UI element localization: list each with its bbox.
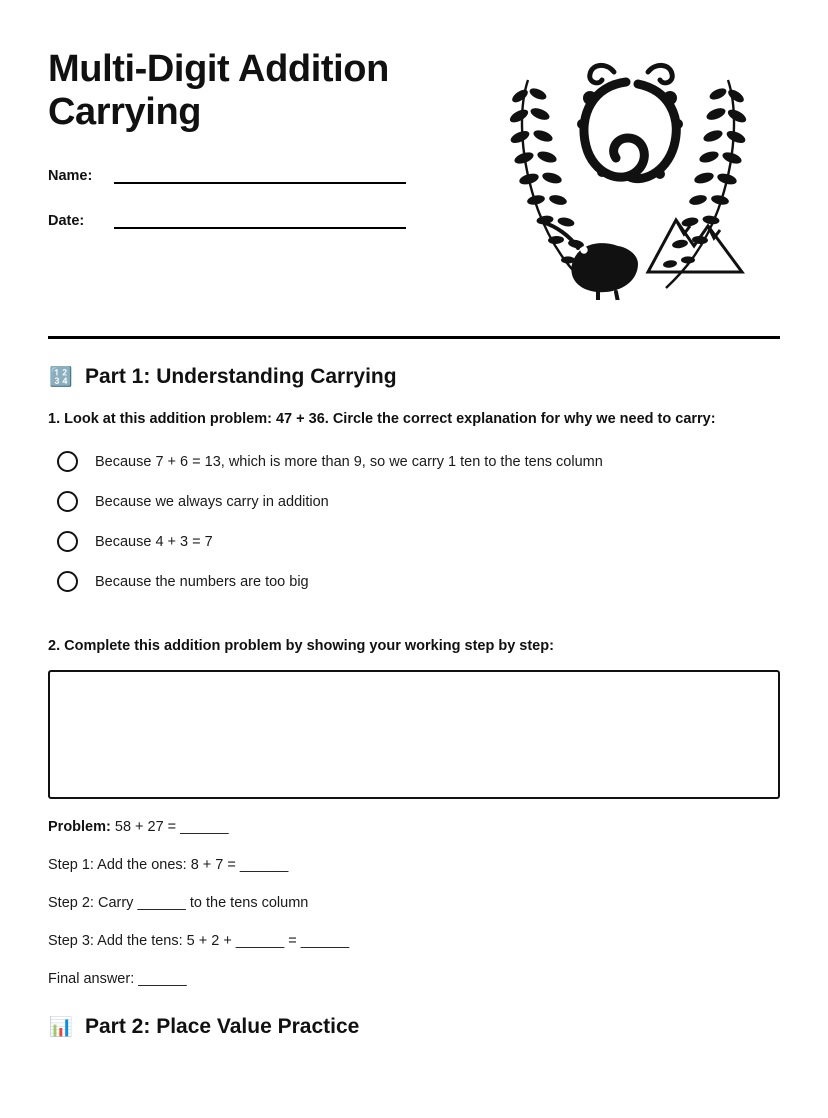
- question-2-text: 2. Complete this addition problem by showing your working step by step:: [48, 638, 554, 654]
- final-answer-line: Final answer: ______: [48, 971, 187, 987]
- name-input-line[interactable]: [114, 168, 406, 184]
- input-numbers-icon: 🔢: [49, 365, 73, 388]
- working-steps: [48, 819, 780, 987]
- header-divider: [48, 336, 780, 339]
- header-left: [48, 44, 478, 250]
- answer-box[interactable]: [48, 670, 780, 799]
- option-row[interactable]: [57, 451, 780, 472]
- radio-button-icon[interactable]: [57, 531, 78, 552]
- option-label: Because the numbers are too big: [95, 573, 309, 590]
- option-row[interactable]: [57, 491, 780, 512]
- option-row[interactable]: [57, 571, 780, 592]
- problem-value: 58 + 27 = ______: [114, 819, 229, 835]
- date-field-label: Date:: [48, 213, 85, 230]
- step-2-line: Step 2: Carry ______ to the tens column: [48, 895, 309, 911]
- name-field-label: Name:: [48, 168, 93, 185]
- date-field-row: [48, 205, 478, 229]
- part1-title: Part 1: Understanding Carrying: [85, 365, 397, 388]
- option-row[interactable]: [57, 531, 780, 552]
- worksheet-header: [48, 44, 780, 300]
- part1-heading: [48, 365, 780, 389]
- part2-title: Part 2: Place Value Practice: [85, 1015, 360, 1038]
- step-1-line: Step 1: Add the ones: 8 + 7 = ______: [48, 857, 289, 873]
- part2-heading: [48, 1015, 780, 1039]
- date-input-line[interactable]: [114, 213, 406, 229]
- radio-button-icon[interactable]: [57, 491, 78, 512]
- option-label: Because 7 + 6 = 13, which is more than 9, so we carry 1 ten to the tens column: [95, 453, 603, 470]
- step-3-line: Step 3: Add the tens: 5 + 2 + ______ = ______: [48, 933, 350, 949]
- option-label: Because we always carry in addition: [95, 493, 329, 510]
- page-title: Multi-Digit Addition Carrying: [48, 48, 389, 133]
- radio-button-icon[interactable]: [57, 451, 78, 472]
- question-1-options: [57, 451, 780, 592]
- option-label: Because 4 + 3 = 7: [95, 533, 213, 550]
- maori-koru-kiwi-mountain-illustration: [498, 50, 758, 300]
- radio-button-icon[interactable]: [57, 571, 78, 592]
- name-field-row: [48, 160, 478, 184]
- bar-chart-icon: 📊: [49, 1015, 73, 1038]
- problem-label: Problem:: [48, 819, 111, 835]
- question-1-text: 1. Look at this addition problem: 47 + 36. Circle the correct explanation for why we need to carry:: [48, 411, 716, 427]
- problem-line: [48, 819, 780, 835]
